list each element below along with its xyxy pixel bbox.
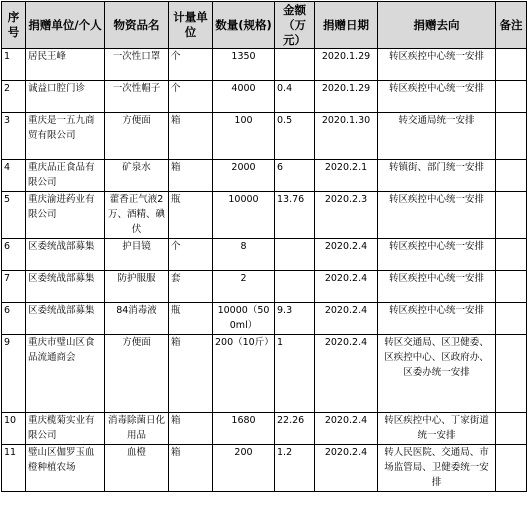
cell-donor: 居民王峰 xyxy=(26,49,105,81)
cell-donor: 重庆品正食品有限公司 xyxy=(26,160,105,192)
cell-unit: 箱 xyxy=(169,113,213,160)
cell-unit: 瓶 xyxy=(169,303,213,335)
cell-donor: 重庆是一五九商贸有限公司 xyxy=(26,113,105,160)
cell-destination: 转区交通局、区卫健委、区疾控中心、区政府办、区委办统一安排 xyxy=(378,335,496,413)
header-index: 序号 xyxy=(2,2,26,49)
cell-note xyxy=(496,160,527,192)
cell-index: 6 xyxy=(2,303,26,335)
header-quantity: 数量(规格) xyxy=(213,2,275,49)
cell-donor: 诚益口腔门诊 xyxy=(26,81,105,113)
cell-amount: 6 xyxy=(275,160,315,192)
cell-donor: 区委统战部募集 xyxy=(26,239,105,271)
header-amount: 金额（万元） xyxy=(275,2,315,49)
cell-note xyxy=(496,113,527,160)
cell-donor: 区委统战部募集 xyxy=(26,271,105,303)
cell-item: 一次性口罩 xyxy=(105,49,169,81)
cell-unit: 箱 xyxy=(169,335,213,413)
cell-note xyxy=(496,303,527,335)
cell-quantity: 4000 xyxy=(213,81,275,113)
cell-amount xyxy=(275,49,315,81)
cell-quantity: 200（10斤） xyxy=(213,335,275,413)
header-destination: 捐赠去向 xyxy=(378,2,496,49)
cell-quantity: 100 xyxy=(213,113,275,160)
header-row xyxy=(2,2,527,49)
cell-donor: 区委统战部募集 xyxy=(26,303,105,335)
cell-destination: 转区疾控中心统一安排 xyxy=(378,49,496,81)
cell-note xyxy=(496,413,527,445)
cell-item: 矿泉水 xyxy=(105,160,169,192)
header-unit: 计量单位 xyxy=(169,2,213,49)
cell-destination: 转区疾控中心统一安排 xyxy=(378,192,496,239)
table-row xyxy=(2,49,527,81)
cell-date: 2020.2.1 xyxy=(315,160,378,192)
cell-index: 9 xyxy=(2,335,26,413)
cell-donor: 重庆市璧山区食品流通商会 xyxy=(26,335,105,413)
cell-destination: 转区疾控中心统一安排 xyxy=(378,271,496,303)
cell-unit: 套 xyxy=(169,271,213,303)
cell-index: 1 xyxy=(2,49,26,81)
cell-note xyxy=(496,445,527,492)
table-body xyxy=(2,49,527,492)
cell-unit: 箱 xyxy=(169,160,213,192)
cell-note xyxy=(496,192,527,239)
cell-date: 2020.2.4 xyxy=(315,413,378,445)
cell-destination: 转区疾控中心统一安排 xyxy=(378,239,496,271)
cell-destination: 转镇街、部门统一安排 xyxy=(378,160,496,192)
cell-date: 2020.2.3 xyxy=(315,192,378,239)
cell-quantity: 10000（500ml） xyxy=(213,303,275,335)
cell-amount: 22.26 xyxy=(275,413,315,445)
cell-destination: 转区疾控中心统一安排 xyxy=(378,303,496,335)
cell-unit: 瓶 xyxy=(169,192,213,239)
table-row xyxy=(2,113,527,160)
cell-note xyxy=(496,81,527,113)
cell-note xyxy=(496,239,527,271)
cell-item: 方便面 xyxy=(105,113,169,160)
cell-date: 2020.2.4 xyxy=(315,271,378,303)
cell-date: 2020.2.4 xyxy=(315,445,378,492)
cell-date: 2020.2.4 xyxy=(315,239,378,271)
header-note: 备注 xyxy=(496,2,527,49)
cell-date: 2020.2.4 xyxy=(315,335,378,413)
cell-index: 4 xyxy=(2,160,26,192)
cell-amount xyxy=(275,239,315,271)
cell-item: 消毒除菌日化用品 xyxy=(105,413,169,445)
header-donor: 捐赠单位/个人 xyxy=(26,2,105,49)
cell-amount: 0.4 xyxy=(275,81,315,113)
table-row xyxy=(2,335,527,413)
cell-quantity: 200 xyxy=(213,445,275,492)
cell-date: 2020.2.4 xyxy=(315,303,378,335)
donation-table xyxy=(1,1,527,492)
cell-amount xyxy=(275,271,315,303)
cell-destination: 转交通局统一安排 xyxy=(378,113,496,160)
cell-quantity: 2000 xyxy=(213,160,275,192)
cell-item: 84消毒液 xyxy=(105,303,169,335)
cell-note xyxy=(496,49,527,81)
cell-index: 10 xyxy=(2,413,26,445)
table-row xyxy=(2,303,527,335)
cell-destination: 转人民医院、交通局、市场监管局、卫健委统一安排 xyxy=(378,445,496,492)
cell-donor: 璧山区伽罗玉血橙种植农场 xyxy=(26,445,105,492)
cell-amount: 1.2 xyxy=(275,445,315,492)
cell-amount: 13.76 xyxy=(275,192,315,239)
cell-quantity: 1350 xyxy=(213,49,275,81)
cell-unit: 个 xyxy=(169,239,213,271)
cell-item: 防护服服 xyxy=(105,271,169,303)
cell-unit: 箱 xyxy=(169,413,213,445)
cell-amount: 9.3 xyxy=(275,303,315,335)
table-row xyxy=(2,160,527,192)
cell-unit: 箱 xyxy=(169,445,213,492)
table-row xyxy=(2,192,527,239)
cell-donor: 重庆榄菊实业有限公司 xyxy=(26,413,105,445)
cell-index: 6 xyxy=(2,239,26,271)
header-item: 物资品名 xyxy=(105,2,169,49)
table-row xyxy=(2,445,527,492)
cell-amount: 1 xyxy=(275,335,315,413)
cell-unit: 个 xyxy=(169,49,213,81)
cell-note xyxy=(496,271,527,303)
cell-quantity: 10000 xyxy=(213,192,275,239)
cell-index: 11 xyxy=(2,445,26,492)
cell-quantity: 2 xyxy=(213,271,275,303)
cell-index: 2 xyxy=(2,81,26,113)
cell-date: 2020.1.29 xyxy=(315,81,378,113)
cell-item: 方便面 xyxy=(105,335,169,413)
cell-note xyxy=(496,335,527,413)
cell-index: 5 xyxy=(2,192,26,239)
cell-donor: 重庆渝进药业有限公司 xyxy=(26,192,105,239)
cell-date: 2020.1.29 xyxy=(315,49,378,81)
table-row xyxy=(2,271,527,303)
cell-date: 2020.1.30 xyxy=(315,113,378,160)
cell-item: 护目镜 xyxy=(105,239,169,271)
cell-quantity: 8 xyxy=(213,239,275,271)
cell-item: 藿香正气液2万、酒精、碘伏 xyxy=(105,192,169,239)
cell-quantity: 1680 xyxy=(213,413,275,445)
cell-destination: 转区疾控中心、丁家街道统一安排 xyxy=(378,413,496,445)
cell-unit: 个 xyxy=(169,81,213,113)
table-row xyxy=(2,81,527,113)
cell-index: 3 xyxy=(2,113,26,160)
cell-amount: 0.5 xyxy=(275,113,315,160)
cell-index: 7 xyxy=(2,271,26,303)
header-date: 捐赠日期 xyxy=(315,2,378,49)
table-row xyxy=(2,239,527,271)
table-row xyxy=(2,413,527,445)
cell-item: 一次性帽子 xyxy=(105,81,169,113)
cell-item: 血橙 xyxy=(105,445,169,492)
cell-destination: 转区疾控中心统一安排 xyxy=(378,81,496,113)
